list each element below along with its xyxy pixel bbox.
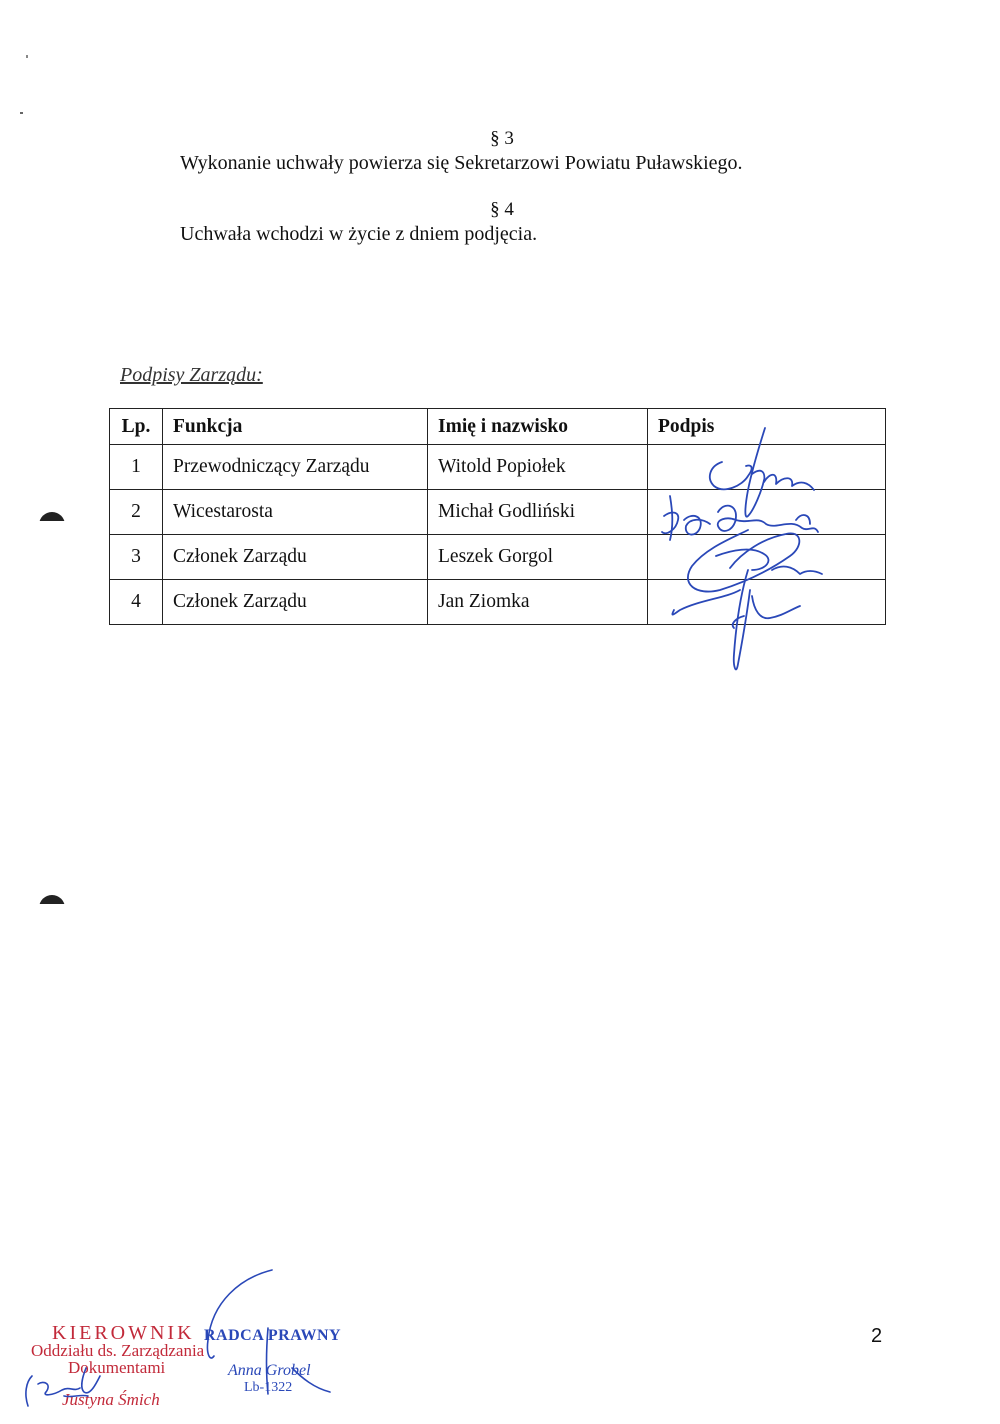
signatures-heading: Podpisy Zarządu:: [120, 364, 263, 386]
column-header: Imię i nazwisko: [428, 409, 648, 445]
signature-ziomka: [733, 570, 800, 669]
row-name: Michał Godliński: [428, 490, 648, 535]
section-sign: § 4: [490, 199, 514, 220]
stamp-line: Dokumentami: [68, 1358, 166, 1377]
row-function: Przewodniczący Zarządu: [163, 445, 428, 490]
margin-speck: [20, 112, 23, 114]
signature-popiolek: [710, 428, 814, 517]
column-header: Lp.: [110, 409, 163, 445]
stamp-name: Anna Grobel: [228, 1362, 311, 1379]
row-number: 2: [110, 490, 163, 535]
row-name: Witold Popiołek: [428, 445, 648, 490]
row-name: Jan Ziomka: [428, 580, 648, 625]
section-text: Uchwała wchodzi w życie z dniem podjęcia.: [180, 223, 538, 245]
column-header: Podpis: [648, 409, 886, 445]
stamp-line: Oddziału ds. Zarządzania: [31, 1341, 205, 1360]
page-number: 2: [871, 1325, 883, 1347]
section-sign: § 3: [490, 128, 514, 149]
row-number: 4: [110, 580, 163, 625]
stamp-title: RADCA PRAWNY: [204, 1327, 342, 1344]
stamp-title: KIEROWNIK: [52, 1322, 195, 1344]
stamp-signature-grobel: [196, 1262, 346, 1402]
row-name: Leszek Gorgol: [428, 535, 648, 580]
row-number: 3: [110, 535, 163, 580]
punch-hole: [39, 512, 65, 538]
row-number: 1: [110, 445, 163, 490]
punch-hole: [39, 895, 65, 921]
stamp-signature-smich: [18, 1362, 128, 1412]
section-text: Wykonanie uchwały powierza się Sekretarzowi Powiatu Puławskiego.: [180, 152, 743, 174]
stamp-name: Justyna Śmich: [62, 1390, 160, 1409]
row-function: Członek Zarządu: [163, 580, 428, 625]
row-function: Członek Zarządu: [163, 535, 428, 580]
margin-speck: [26, 55, 28, 58]
board-signatures-scribbles: [640, 420, 850, 680]
stamp-number: Lb-1322: [244, 1380, 293, 1395]
row-function: Wicestarosta: [163, 490, 428, 535]
column-header: Funkcja: [163, 409, 428, 445]
